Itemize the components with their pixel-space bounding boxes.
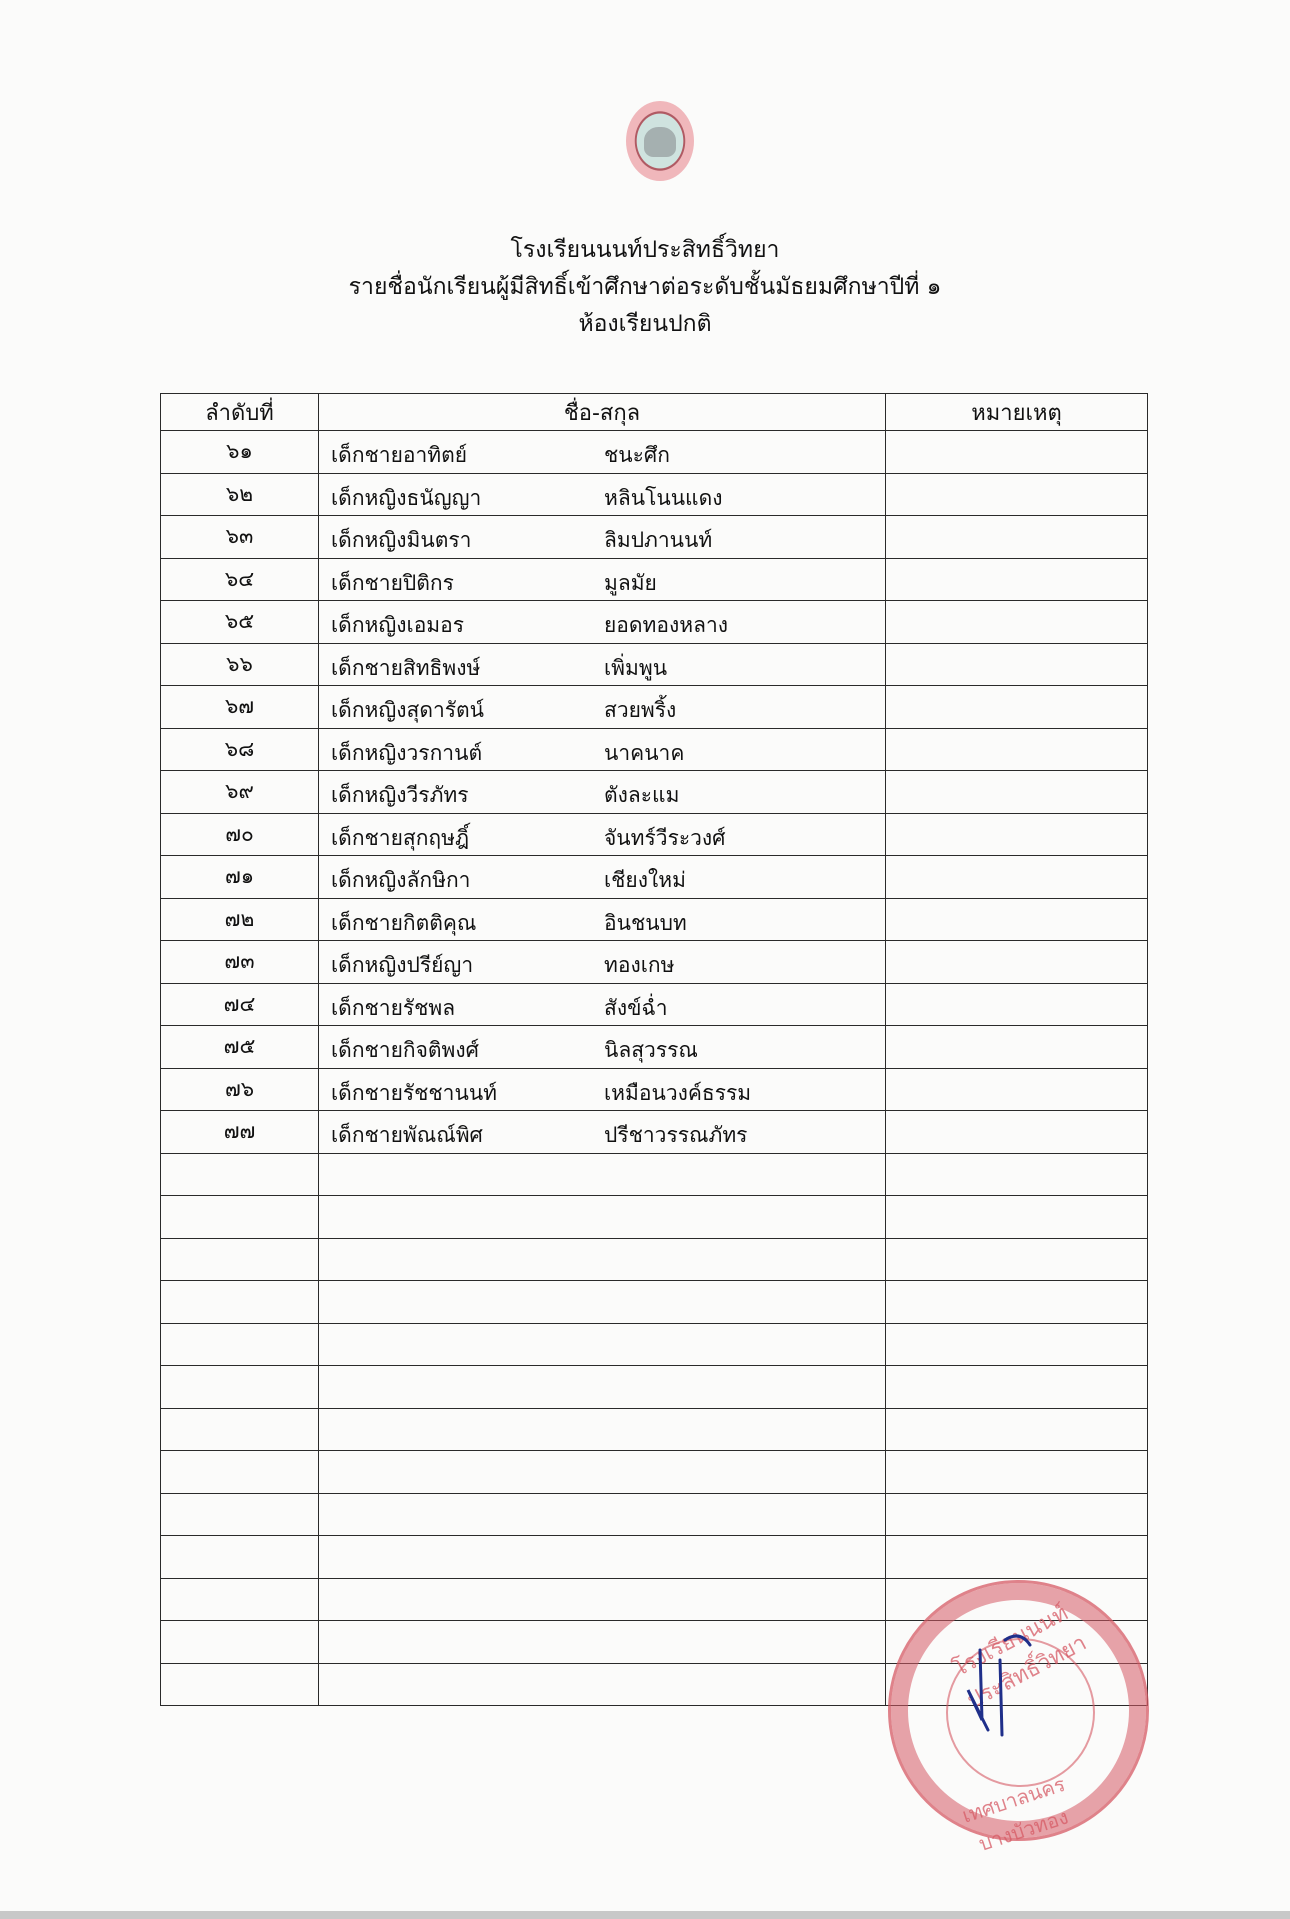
student-name-cell xyxy=(319,516,886,559)
row-remark xyxy=(886,516,1148,559)
empty-cell xyxy=(161,1153,319,1196)
student-first-name: เด็กหญิงวรกานต์ xyxy=(331,740,483,765)
student-last-name: สวยพริ้ง xyxy=(604,698,677,722)
empty-cell xyxy=(886,1323,1148,1366)
student-first-name: เด็กหญิงมินตรา xyxy=(331,528,472,552)
table-row-empty xyxy=(161,1238,1148,1281)
school-name: โรงเรียนนนท์ประสิทธิ์วิทยา xyxy=(510,237,780,263)
student-last-name: ตังละแม xyxy=(604,783,680,807)
row-remark xyxy=(886,1111,1148,1154)
student-first-name: เด็กหญิงลักษิกา xyxy=(331,868,471,892)
row-remark xyxy=(886,601,1148,644)
student-first-name: เด็กชายสุกฤษฎิ์ xyxy=(331,825,470,850)
empty-cell xyxy=(161,1493,319,1536)
empty-cell xyxy=(161,1408,319,1451)
table-body xyxy=(161,431,1148,1706)
header-remark: หมายเหตุ xyxy=(886,394,1148,431)
student-last-name: หลินโนนแดง xyxy=(604,485,723,510)
row-remark xyxy=(886,771,1148,814)
student-first-name: เด็กชายรัชชานนท์ xyxy=(331,1080,498,1105)
student-name-cell xyxy=(319,601,886,644)
table-row xyxy=(161,516,1148,559)
table-row xyxy=(161,1026,1148,1069)
table-row xyxy=(161,643,1148,686)
table-row-empty xyxy=(161,1323,1148,1366)
student-first-name: เด็กชายปิติกร xyxy=(331,570,454,595)
student-name-cell xyxy=(319,728,886,771)
table-row xyxy=(161,1111,1148,1154)
table-row xyxy=(161,1068,1148,1111)
empty-cell xyxy=(886,1238,1148,1281)
table-row xyxy=(161,813,1148,856)
student-first-name: เด็กชายพัณณ์พิศ xyxy=(331,1123,483,1147)
empty-cell xyxy=(319,1451,886,1494)
row-remark xyxy=(886,431,1148,474)
empty-cell xyxy=(161,1578,319,1621)
empty-cell xyxy=(319,1493,886,1536)
row-remark xyxy=(886,643,1148,686)
empty-cell xyxy=(161,1621,319,1664)
row-remark xyxy=(886,558,1148,601)
table-header-row xyxy=(161,394,1148,431)
student-name-cell xyxy=(319,856,886,899)
student-name-cell xyxy=(319,473,886,516)
empty-cell xyxy=(319,1366,886,1409)
empty-cell xyxy=(319,1238,886,1281)
student-last-name: จันทร์วีระวงศ์ xyxy=(604,825,726,850)
student-first-name: เด็กหญิงเอมอร xyxy=(331,613,465,637)
empty-cell xyxy=(886,1451,1148,1494)
table-row-empty xyxy=(161,1408,1148,1451)
table-row xyxy=(161,898,1148,941)
row-number: ๖๑ xyxy=(161,431,319,474)
row-remark xyxy=(886,686,1148,729)
student-last-name: เชียงใหม่ xyxy=(604,868,686,892)
table-row xyxy=(161,856,1148,899)
row-number: ๖๗ xyxy=(161,686,319,729)
student-name-cell xyxy=(319,1068,886,1111)
table-row xyxy=(161,686,1148,729)
header-name: ชื่อ-สกุล xyxy=(319,394,886,431)
student-last-name: นาคนาค xyxy=(604,740,685,765)
row-number: ๗๕ xyxy=(161,1026,319,1069)
student-name-cell xyxy=(319,1026,886,1069)
table-row-empty xyxy=(161,1153,1148,1196)
row-number: ๖๒ xyxy=(161,473,319,516)
row-remark xyxy=(886,728,1148,771)
row-remark xyxy=(886,1026,1148,1069)
empty-cell xyxy=(161,1238,319,1281)
empty-cell xyxy=(161,1536,319,1579)
table-row-empty xyxy=(161,1493,1148,1536)
empty-cell xyxy=(319,1408,886,1451)
student-name-cell xyxy=(319,558,886,601)
empty-cell xyxy=(319,1621,886,1664)
student-first-name: เด็กชายอาทิตย์ xyxy=(331,443,468,467)
student-first-name: เด็กหญิงสุดารัตน์ xyxy=(331,698,485,722)
empty-cell xyxy=(319,1196,886,1239)
student-name-cell xyxy=(319,1111,886,1154)
student-last-name: ชนะศึก xyxy=(604,443,670,467)
empty-cell xyxy=(886,1408,1148,1451)
empty-cell xyxy=(886,1153,1148,1196)
table-row xyxy=(161,941,1148,984)
student-name-cell xyxy=(319,813,886,856)
elephant-emblem-icon xyxy=(644,127,676,157)
row-number: ๖๙ xyxy=(161,771,319,814)
table-row-empty xyxy=(161,1578,1148,1621)
student-last-name: อินชนบท xyxy=(604,910,687,935)
seal-top-text: โรงเรียนนนท์ประสิทธิ์วิทยา xyxy=(949,1600,1091,1715)
empty-cell xyxy=(886,1621,1148,1664)
table-row xyxy=(161,728,1148,771)
student-first-name: เด็กหญิงวีรภัทร xyxy=(331,783,469,807)
student-last-name: ยอดทองหลาง xyxy=(604,613,729,637)
student-last-name: เพิ่มพูน xyxy=(604,655,668,680)
row-number: ๖๖ xyxy=(161,643,319,686)
empty-cell xyxy=(161,1323,319,1366)
table-row-empty xyxy=(161,1196,1148,1239)
empty-cell xyxy=(319,1578,886,1621)
empty-cell xyxy=(319,1323,886,1366)
row-remark xyxy=(886,1068,1148,1111)
row-remark xyxy=(886,941,1148,984)
table-row xyxy=(161,473,1148,516)
student-last-name: สังข์ฉ่ำ xyxy=(604,995,668,1020)
row-number: ๗๗ xyxy=(161,1111,319,1154)
student-roster-table xyxy=(160,393,1148,1706)
empty-cell xyxy=(886,1281,1148,1324)
empty-cell xyxy=(886,1663,1148,1706)
student-name-cell xyxy=(319,941,886,984)
student-first-name: เด็กหญิงปรีย์ญา xyxy=(331,953,474,977)
row-remark xyxy=(886,473,1148,516)
document-subtitle: รายชื่อนักเรียนผู้มีสิทธิ์เข้าศึกษาต่อระดับชั้นมัธยมศึกษาปีที่ ๑ xyxy=(348,274,942,300)
student-first-name: เด็กหญิงธนัญญา xyxy=(331,485,482,510)
student-last-name: ทองเกษ xyxy=(604,953,675,977)
seal-bottom-text: เทศบาลนครบางบัวทอง xyxy=(959,1771,1072,1856)
table-row-empty xyxy=(161,1366,1148,1409)
table-row-empty xyxy=(161,1281,1148,1324)
student-last-name: ลิมปภานนท์ xyxy=(604,528,713,552)
empty-cell xyxy=(319,1281,886,1324)
student-last-name: มูลมัย xyxy=(604,570,657,595)
table-row-empty xyxy=(161,1663,1148,1706)
table-row xyxy=(161,431,1148,474)
scan-edge xyxy=(0,1911,1290,1919)
table-row xyxy=(161,983,1148,1026)
row-number: ๖๓ xyxy=(161,516,319,559)
empty-cell xyxy=(886,1578,1148,1621)
table-row xyxy=(161,771,1148,814)
student-name-cell xyxy=(319,431,886,474)
table-row-empty xyxy=(161,1451,1148,1494)
student-last-name: ปรีชาวรรณภัทร xyxy=(604,1123,748,1147)
document-header xyxy=(0,232,1290,343)
row-number: ๖๕ xyxy=(161,601,319,644)
student-name-cell xyxy=(319,898,886,941)
table-row-empty xyxy=(161,1536,1148,1579)
empty-cell xyxy=(161,1366,319,1409)
empty-cell xyxy=(319,1153,886,1196)
row-number: ๗๒ xyxy=(161,898,319,941)
row-remark xyxy=(886,813,1148,856)
student-name-cell xyxy=(319,643,886,686)
empty-cell xyxy=(161,1663,319,1706)
empty-cell xyxy=(161,1451,319,1494)
row-remark xyxy=(886,983,1148,1026)
student-first-name: เด็กชายรัชพล xyxy=(331,995,456,1020)
table-row xyxy=(161,601,1148,644)
row-number: ๗๓ xyxy=(161,941,319,984)
student-first-name: เด็กชายกิจติพงศ์ xyxy=(331,1038,479,1062)
student-name-cell xyxy=(319,983,886,1026)
row-number: ๖๔ xyxy=(161,558,319,601)
student-last-name: เหมือนวงค์ธรรม xyxy=(604,1080,752,1105)
empty-cell xyxy=(886,1366,1148,1409)
student-first-name: เด็กชายกิตติคุณ xyxy=(331,910,477,935)
table-row xyxy=(161,558,1148,601)
empty-cell xyxy=(886,1196,1148,1239)
table-row-empty xyxy=(161,1621,1148,1664)
classroom-type: ห้องเรียนปกติ xyxy=(578,311,712,337)
row-number: ๗๑ xyxy=(161,856,319,899)
empty-cell xyxy=(319,1663,886,1706)
school-logo xyxy=(626,101,694,181)
empty-cell xyxy=(886,1493,1148,1536)
empty-cell xyxy=(161,1196,319,1239)
student-name-cell xyxy=(319,686,886,729)
row-number: ๗๖ xyxy=(161,1068,319,1111)
row-remark xyxy=(886,856,1148,899)
row-remark xyxy=(886,898,1148,941)
row-number: ๗๔ xyxy=(161,983,319,1026)
empty-cell xyxy=(161,1281,319,1324)
empty-cell xyxy=(319,1536,886,1579)
student-first-name: เด็กชายสิทธิพงษ์ xyxy=(331,655,481,680)
empty-cell xyxy=(886,1536,1148,1579)
student-last-name: นิลสุวรรณ xyxy=(604,1038,698,1062)
row-number: ๖๘ xyxy=(161,728,319,771)
row-number: ๗๐ xyxy=(161,813,319,856)
student-name-cell xyxy=(319,771,886,814)
header-number: ลำดับที่ xyxy=(161,394,319,431)
